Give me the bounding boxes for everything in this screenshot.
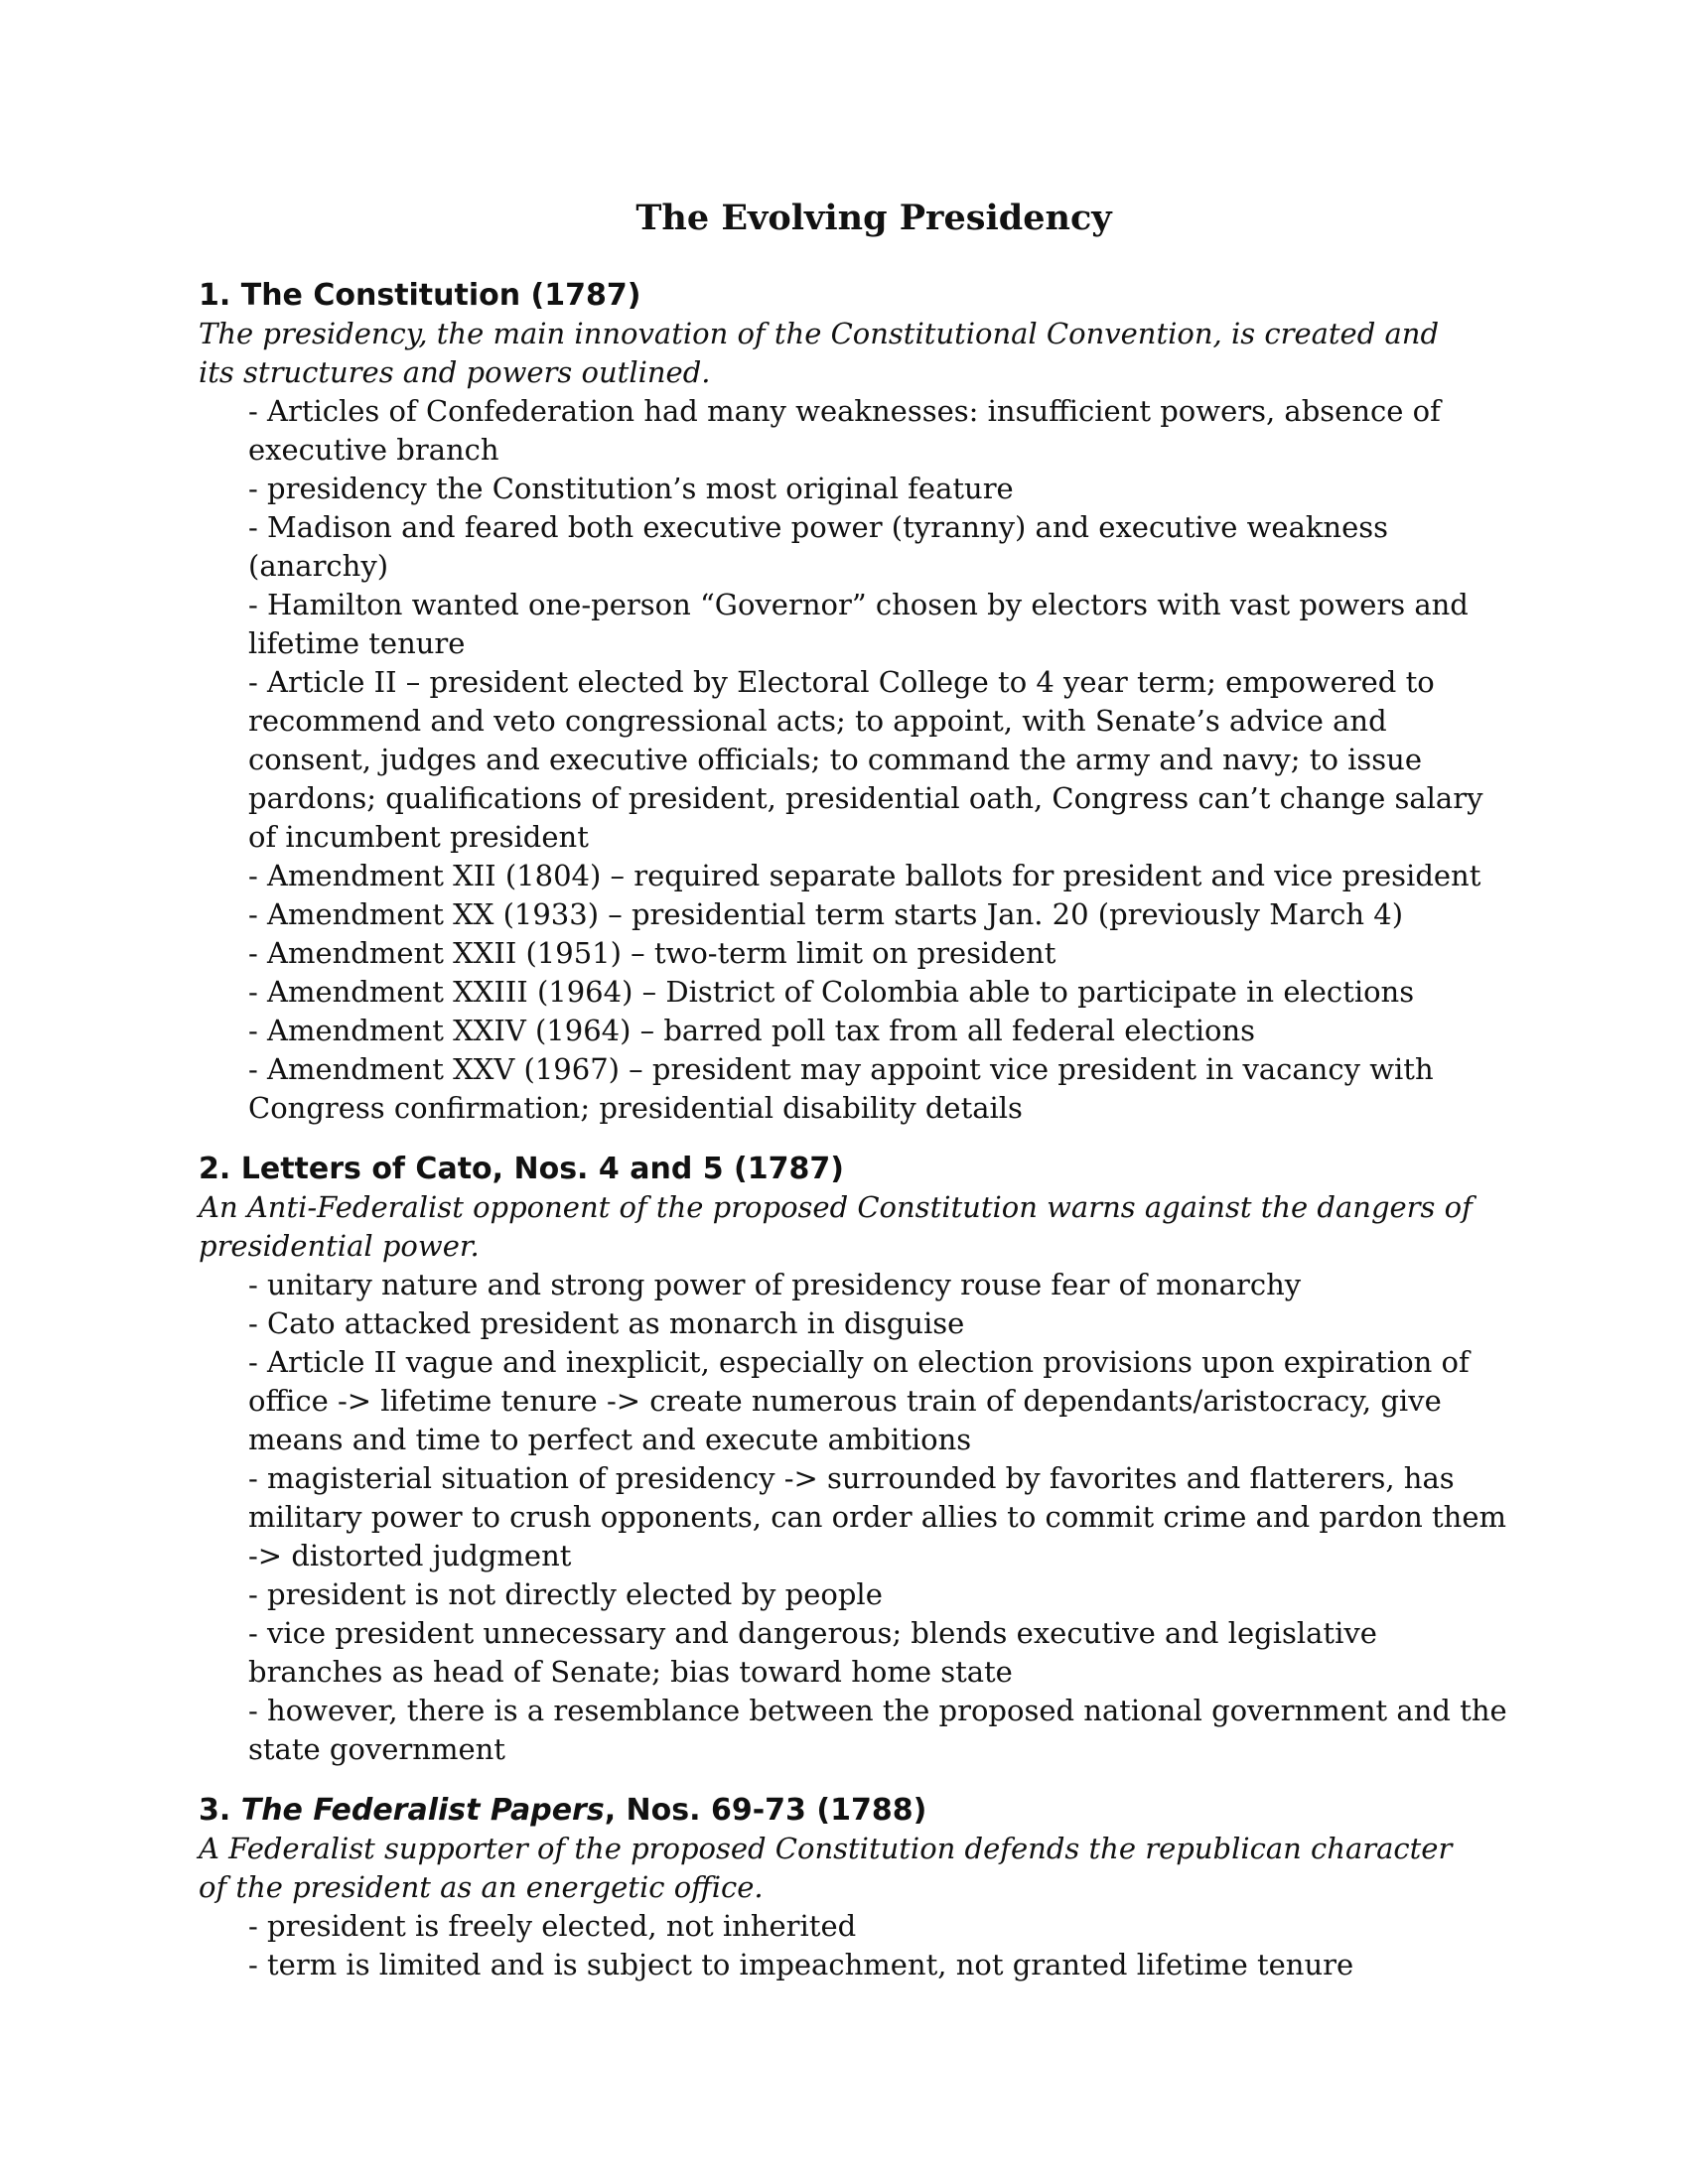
bullet-list: [199, 1907, 1509, 1984]
document-title: The Evolving Presidency: [635, 198, 1112, 238]
bullet-item: - however, there is a resemblance between the proposed national government and the state government: [248, 1694, 1507, 1766]
bullet-item: - Hamilton wanted one-person “Governor” chosen by electors with vast powers and lifetime tenure: [248, 588, 1469, 660]
bullet-item: - Cato attacked president as monarch in disguise: [248, 1306, 965, 1340]
bullet-list: [199, 1266, 1509, 1769]
section-number: 3.: [199, 1793, 231, 1828]
bullet-item: - president is freely elected, not inherited: [248, 1909, 857, 1943]
section-description: The presidency, the main innovation of the Constitutional Convention, is created and its structures and powers outlined.: [199, 317, 1440, 389]
bullet-item: - magisterial situation of presidency -> surrounded by favorites and flatterers, has military power to crush opponents, can order allies to commit crime and pardon them -> distorted judgment: [248, 1461, 1506, 1572]
bullet-item: - Amendment XII (1804) – required separate ballots for president and vice president: [248, 859, 1481, 892]
section-letters-of-cato: [199, 1150, 1509, 1769]
bullet-list: [199, 392, 1509, 1128]
bullet-item: - Amendment XXIV (1964) – barred poll tax from all federal elections: [248, 1014, 1256, 1047]
section-heading: [199, 1791, 1509, 1830]
bullet-item: - unitary nature and strong power of presidency rouse fear of monarchy: [248, 1268, 1302, 1301]
bullet-item: - Article II – president elected by Electoral College to 4 year term; empowered to recommend and veto congressional acts; to appoint, with Senate’s advice and consent, judges and executive officials; to command the army and navy; to issue pardons; qualifications of president, presidential oath, Congress can’t change salary of incumbent president: [248, 665, 1483, 854]
bullet-item: - Articles of Confederation had many weaknesses: insufficient powers, absence of executive branch: [248, 394, 1441, 467]
bullet-item: - presidency the Constitution’s most original feature: [248, 472, 1014, 505]
bullet-item: - Madison and feared both executive power (tyranny) and executive weakness (anarchy): [248, 510, 1389, 583]
section-constitution: [199, 276, 1509, 1128]
section-federalist-papers: [199, 1791, 1509, 1984]
bullet-item: - Amendment XXII (1951) – two-term limit on president: [248, 936, 1056, 970]
section-heading-text: Letters of Cato, Nos. 4 and 5 (1787): [240, 1152, 844, 1186]
section-description: A Federalist supporter of the proposed Constitution defends the republican character of the president as an energetic office.: [199, 1832, 1453, 1904]
section-heading-text: , Nos. 69-73 (1788): [604, 1793, 927, 1828]
bullet-item: - vice president unnecessary and dangerous; blends executive and legislative branches as head of Senate; bias toward home state: [248, 1616, 1377, 1689]
section-number: 1.: [199, 278, 231, 313]
section-heading: [199, 1150, 1509, 1188]
bullet-item: - Article II vague and inexplicit, especially on election provisions upon expiration of office -> lifetime tenure -> create numerous train of dependants/aristocracy, give means and time to perfect and execute ambitions: [248, 1345, 1470, 1456]
section-heading-italic: The Federalist Papers: [240, 1793, 605, 1828]
section-heading: [199, 276, 1509, 315]
bullet-item: - Amendment XX (1933) – presidential term starts Jan. 20 (previously March 4): [248, 897, 1404, 931]
bullet-item: - president is not directly elected by people: [248, 1577, 883, 1611]
section-number: 2.: [199, 1152, 231, 1186]
section-heading-text: The Constitution (1787): [240, 278, 641, 313]
bullet-item: - Amendment XXV (1967) – president may appoint vice president in vacancy with Congress confirmation; presidential disability details: [248, 1052, 1434, 1125]
bullet-item: - term is limited and is subject to impeachment, not granted lifetime tenure: [248, 1948, 1354, 1981]
bullet-item: - Amendment XXIII (1964) – District of Colombia able to participate in elections: [248, 975, 1415, 1009]
section-description: An Anti-Federalist opponent of the proposed Constitution warns against the dangers of presidential power.: [199, 1190, 1473, 1263]
